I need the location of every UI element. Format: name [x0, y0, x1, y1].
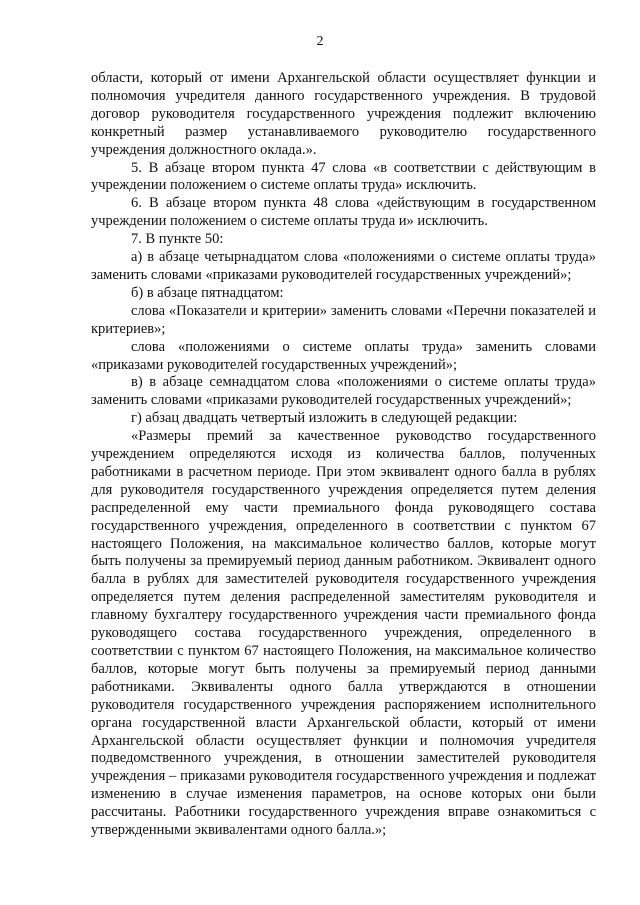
paragraph-item-5: 5. В абзаце втором пункта 47 слова «в соответствии с действующим в учреждении положением о системе оплаты труда» исключить. [91, 159, 596, 194]
paragraph-subitem-v: в) в абзаце семнадцатом слова «положениями о системе оплаты труда» заменить словами «приказами руководителей государственных учреждений»; [91, 374, 596, 409]
paragraph-subitem-b-1: слова «Показатели и критерии» заменить словами «Перечни показателей и критериев»; [91, 302, 596, 337]
page-number: 2 [316, 34, 324, 49]
paragraph-subitem-b-2: слова «положениями о системе оплаты труда» заменить словами «приказами руководителей государственных учреждений»; [91, 338, 596, 373]
paragraph-continuation: области, который от имени Архангельской области осуществляет функции и полномочия учредителя данного государственного учреждения. В трудовой договор руководителя государственного учреждения подлежит включению конкретный размер устанавливаемого руководителю государственного учреждения должностного оклада.». [91, 70, 596, 158]
paragraph-subitem-a: а) в абзаце четырнадцатом слова «положениями о системе оплаты труда» заменить словами «приказами руководителей государственных учреждений»; [91, 249, 596, 283]
paragraph-item-6: 6. В абзаце втором пункта 48 слова «действующим в государственном учреждении положением о системе оплаты труда и» исключить. [91, 195, 596, 230]
document-body [91, 70, 596, 840]
paragraph-subitem-g: г) абзац двадцать четвертый изложить в следующей редакции: [131, 410, 518, 427]
paragraph-subitem-b: б) в абзаце пятнадцатом: [131, 284, 284, 301]
paragraph-item-7: 7. В пункте 50: [131, 231, 224, 248]
paragraph-quoted-text: «Размеры премий за качественное руководство государственного учреждением определяются исходя из количества баллов, полученных работниками в расчетном периоде. При этом эквивалент одного балла в рублях для руководителя государственного учреждения определяется путем деления распределенной ему части премиального фонда руководящего состава государственного учреждения, определенного в соответствии с пунктом 67 настоящего Положения, на максимальное количество баллов, которые могут быть получены за премируемый период данным работником. Эквивалент одного балла в рублях для заместителей руководителя государственного учреждения определяется путем деления распределенной заместителям руководителя и главному бухгалтеру государственного учреждения части премиального фонда руководящего состава государственного учреждения, определенного в соответствии с пунктом 67 настоящего Положения, на максимальное количество баллов, которые могут быть получены за премируемый период данными работниками. Эквиваленты одного балла утверждаются в отношении руководителя государственного учреждения распоряжением исполнительного органа государственной власти Архангельской области, который от имени Архангельской области осуществляет функции и полномочия учредителя подведомственного учреждения, в отношении заместителей руководителя учреждения – приказами руководителя государственного учреждения и подлежат изменению в случае изменения параметров, на основе которых они были рассчитаны. Работники государственного учреждения вправе ознакомиться с утвержденными эквивалентами одного балла.»; [91, 428, 596, 839]
